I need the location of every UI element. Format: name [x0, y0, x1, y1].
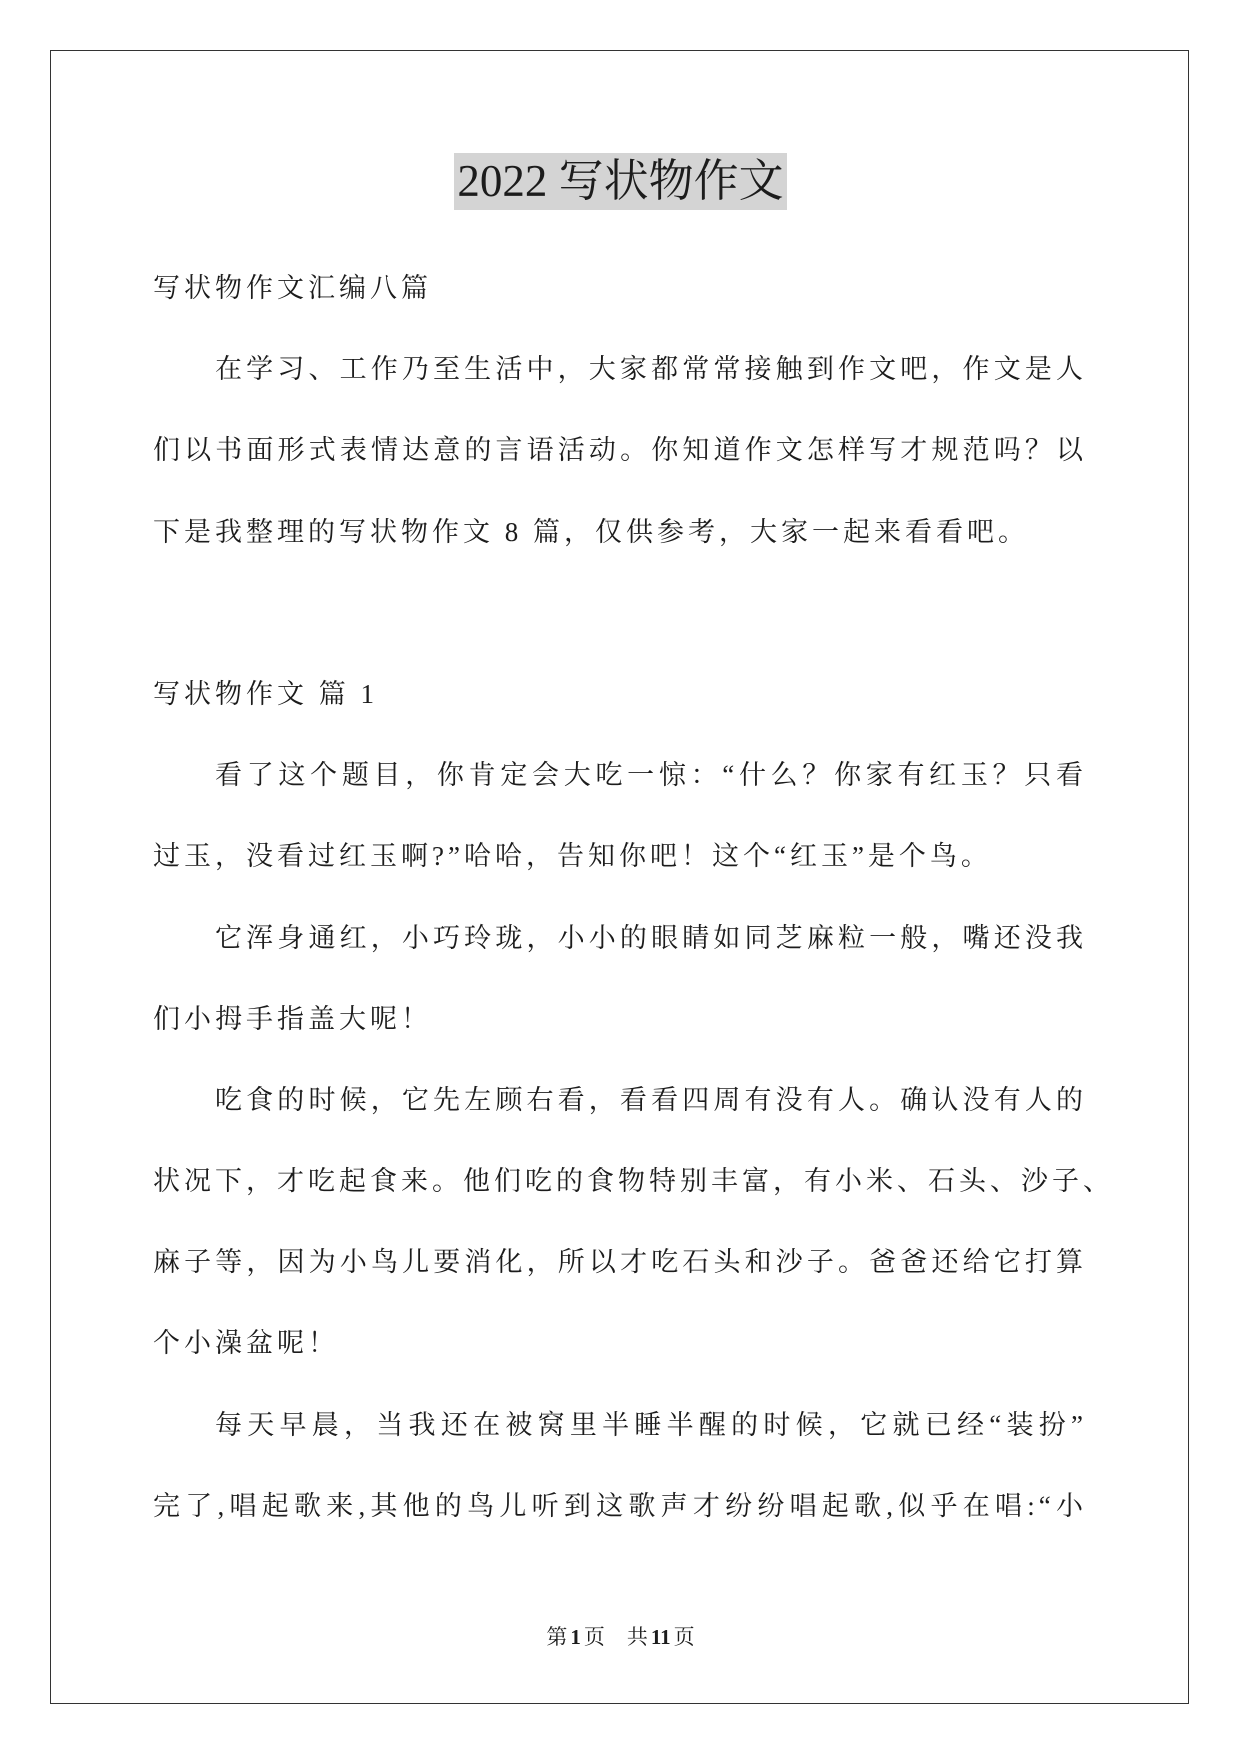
- essay-paragraph-line: 完了,唱起歌来,其他的鸟儿听到这歌声才纷纷唱起歌,似乎在唱:“小: [153, 1490, 1087, 1521]
- essay-heading: 写状物作文 篇 1: [153, 678, 378, 709]
- total-label-suffix: 页: [673, 1625, 695, 1649]
- essay-paragraph-line: 吃食的时候，它先左顾右看，看看四周有没有人。确认没有人的: [215, 1084, 1087, 1115]
- page-label-suffix: 页: [583, 1625, 605, 1649]
- essay-paragraph: [153, 898, 1087, 1060]
- essay-paragraph-line: 过玉，没看过红玉啊?”哈哈，告知你吧！这个“红玉”是个鸟。: [153, 841, 992, 872]
- document-subtitle: 写状物作文汇编八篇: [153, 273, 432, 303]
- current-page-number: 1: [570, 1625, 581, 1649]
- essay-paragraph-line: 它浑身通红，小巧玲珑，小小的眼睛如同芝麻粒一般，嘴还没我: [215, 922, 1087, 953]
- essay-paragraph-line: 状况下，才吃起食来。他们吃的食物特别丰富，有小米、石头、沙子、: [153, 1166, 1114, 1197]
- intro-paragraph-line: 们以书面形式表情达意的言语活动。你知道作文怎样写才规范吗？以: [153, 435, 1087, 466]
- document-title: 2022 写状物作文: [454, 153, 786, 210]
- title-row: [0, 153, 1241, 210]
- essay-paragraph: [153, 1385, 1087, 1547]
- essay-paragraph: [153, 1060, 1114, 1385]
- essay-paragraph-line: 看了这个题目，你肯定会大吃一惊：“什么？你家有红玉？只看: [215, 760, 1087, 791]
- intro-paragraph: [153, 329, 1087, 573]
- essay-paragraph-line: 麻子等，因为小鸟儿要消化，所以才吃石头和沙子。爸爸还给它打算: [153, 1247, 1087, 1278]
- total-label-prefix: 共: [626, 1625, 648, 1649]
- intro-paragraph-line: 下是我整理的写状物作文 8 篇，仅供参考，大家一起来看看吧。: [153, 516, 1029, 547]
- intro-paragraph-line: 在学习、工作乃至生活中，大家都常常接触到作文吧，作文是人: [215, 354, 1087, 385]
- essay-paragraph-line: 们小拇手指盖大呢！: [153, 1003, 432, 1034]
- blank-line: [153, 573, 1087, 654]
- essay-1: [153, 654, 1114, 1547]
- total-pages-number: 11: [650, 1625, 671, 1649]
- document-body: [153, 248, 1114, 1547]
- page-footer: [0, 1622, 1241, 1652]
- essay-paragraph-line: 个小澡盆呢！: [153, 1328, 339, 1359]
- essay-paragraph: [153, 735, 1087, 897]
- essay-paragraph-line: 每天早晨，当我还在被窝里半睡半醒的时候，它就已经“装扮”: [215, 1409, 1087, 1440]
- page-label-prefix: 第: [546, 1625, 568, 1649]
